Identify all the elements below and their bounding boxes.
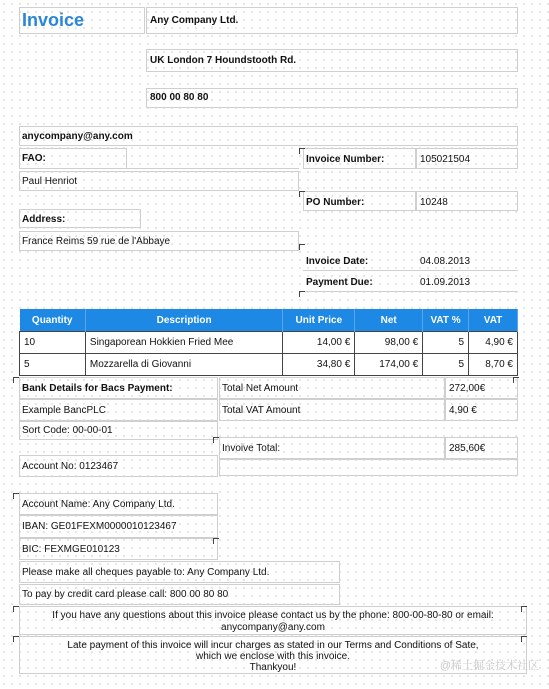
total-vat-value: 4,90 €: [449, 405, 477, 416]
po-number: 10248: [420, 197, 448, 208]
header-net: Net: [355, 309, 423, 332]
invoice-number-label: Invoice Number:: [306, 154, 385, 165]
cell-unit: 14,00 €: [283, 332, 355, 354]
payment-due-label: Payment Due:: [306, 277, 373, 288]
invoice-date: 04.08.2013: [420, 256, 471, 267]
total-net-value: 272,00€: [449, 383, 486, 394]
cell-desc: Mozzarella di Giovanni: [85, 354, 283, 376]
corner-marker: [513, 377, 519, 383]
cell-desc: Singaporean Hokkien Fried Mee: [85, 332, 283, 354]
header-quantity: Quantity: [20, 309, 86, 332]
company-email: anycompany@any.com: [22, 131, 133, 142]
cell-net: 98,00 €: [355, 332, 423, 354]
cell-qty: 5: [20, 354, 86, 376]
corner-marker: [213, 538, 219, 544]
account-name: Account Name: Any Company Ltd.: [22, 499, 175, 510]
cell-vat-pct: 5: [423, 354, 469, 376]
header-vat-pct: VAT %: [423, 309, 469, 332]
header-description: Description: [85, 309, 283, 332]
total-net-label: Total Net Amount: [222, 383, 299, 394]
cell-net: 174,00 €: [355, 354, 423, 376]
late-line-3: Thankyou!: [249, 662, 297, 673]
iban: IBAN: GE01FEXM0000010123467: [22, 521, 177, 532]
company-name: Any Company Ltd.: [150, 15, 239, 26]
table-row: [20, 332, 518, 354]
corner-marker: [213, 437, 219, 443]
corner-marker: [299, 148, 305, 154]
table-header-row: [20, 309, 518, 332]
fao-line: [127, 168, 299, 169]
company-phone: 800 00 80 80: [150, 92, 209, 103]
invoice-date-label: Invoice Date:: [306, 256, 369, 267]
table-row: [20, 354, 518, 376]
cell-vat: 8,70 €: [469, 354, 518, 376]
invoice-title: Invoice: [22, 10, 85, 30]
invoice-total-label: Invoive Total:: [222, 443, 281, 454]
corner-marker: [299, 191, 305, 197]
questions-line-1: If you have any questions about this invoice please contact us by the phone: 800-00-80-80 or email:: [52, 610, 494, 621]
bank-name: Example BancPLC: [22, 405, 106, 416]
bank-title: Bank Details for Bacs Payment:: [22, 383, 173, 394]
late-line-2: which we enclose with this invoice.: [196, 651, 350, 662]
sort-code: Sort Code: 00-00-01: [22, 425, 113, 436]
questions-line-2: anycompany@any.com: [221, 622, 325, 633]
company-address: UK London 7 Houndstooth Rd.: [150, 55, 297, 66]
items-table: [19, 309, 518, 376]
cell-vat: 4,90 €: [469, 332, 518, 354]
corner-marker: [299, 244, 305, 250]
corner-marker: [299, 291, 305, 297]
payment-due: 01.09.2013: [420, 277, 471, 288]
cell-qty: 10: [20, 332, 86, 354]
account-no: Account No: 0123467: [22, 461, 119, 472]
corner-marker: [13, 636, 19, 642]
cell-vat-pct: 5: [423, 332, 469, 354]
corner-marker: [521, 636, 527, 642]
fao-value: Paul Henriot: [22, 176, 78, 187]
corner-marker: [13, 377, 19, 383]
address-value: France Reims 59 rue de l'Abbaye: [22, 236, 171, 247]
payment-due-line: [303, 291, 518, 292]
total-vat-label: Total VAT Amount: [222, 405, 301, 416]
invoice-date-line: [303, 270, 518, 271]
total-spacer-cell: [219, 459, 518, 476]
header-unit-price: Unit Price: [283, 309, 355, 332]
header-vat: VAT: [469, 309, 518, 332]
corner-marker: [521, 606, 527, 612]
cheques-note: Please make all cheques payable to: Any Company Ltd.: [22, 567, 270, 578]
watermark: @稀土掘金技术社区: [439, 660, 539, 672]
address-label: Address:: [22, 214, 66, 225]
card-note: To pay by credit card please call: 800 00 80 80: [22, 589, 229, 600]
fao-label: FAO:: [22, 153, 46, 164]
corner-marker: [13, 606, 19, 612]
cell-unit: 34,80 €: [283, 354, 355, 376]
invoice-number: 105021504: [420, 154, 471, 165]
late-line-1: Late payment of this invoice will incur charges as stated in our Terms and Conditions of Sate,: [67, 640, 479, 651]
po-number-label: PO Number:: [306, 197, 365, 208]
corner-marker: [13, 493, 19, 499]
bic: BIC: FEXMGE010123: [22, 544, 120, 555]
invoice-total-value: 285,60€: [449, 443, 486, 454]
